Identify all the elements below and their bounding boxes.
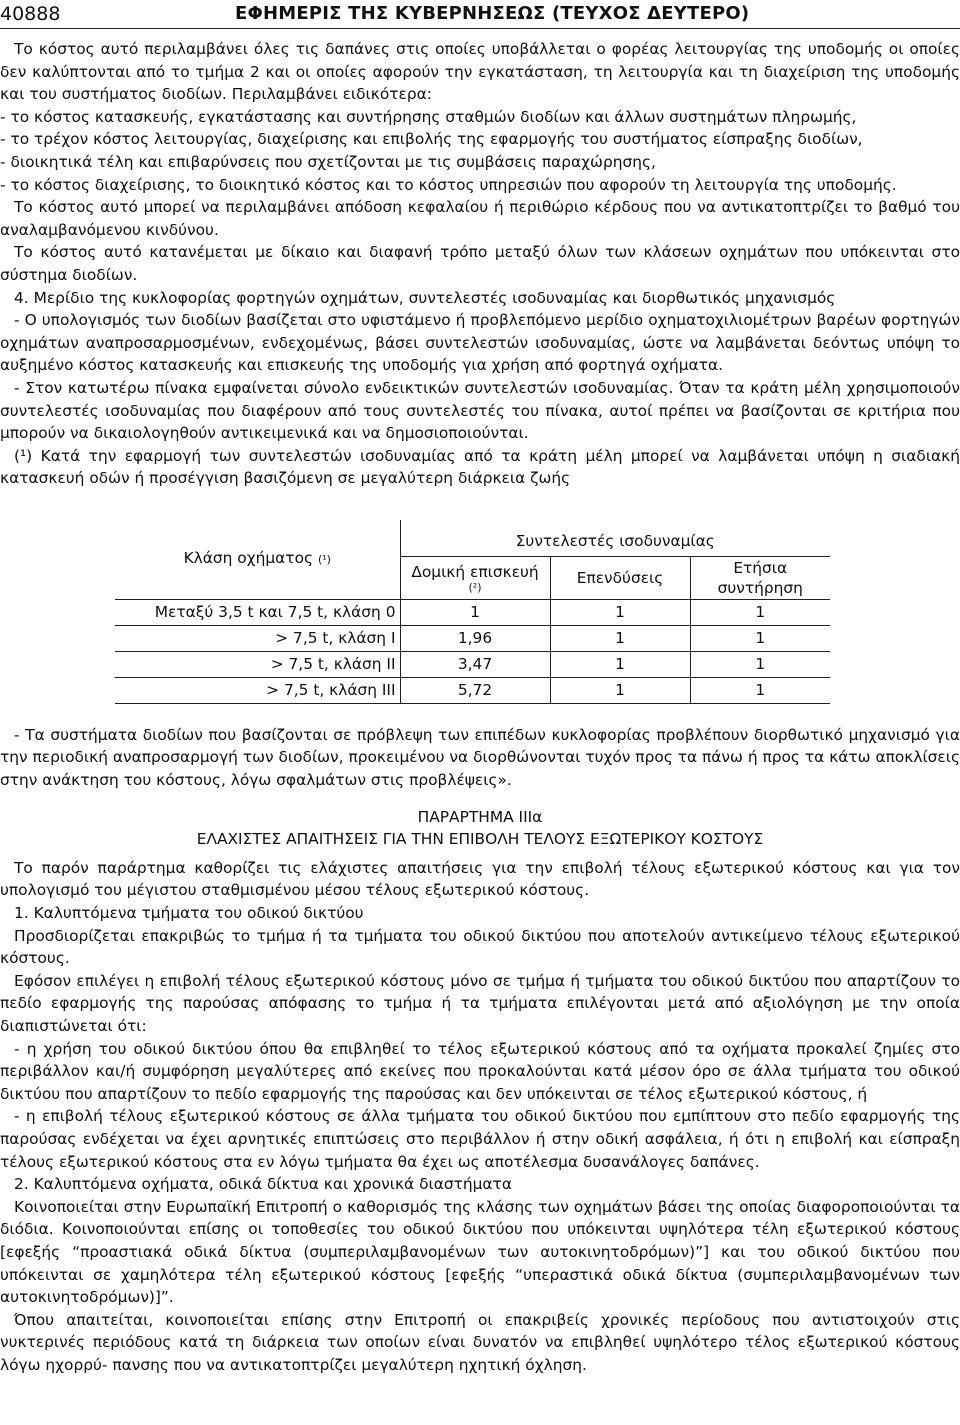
table-row: > 7,5 t, κλάση II 3,47 1 1: [115, 651, 830, 677]
page-number: 40888: [0, 3, 61, 25]
document-body: [0, 38, 960, 1377]
annex-title: [0, 806, 960, 851]
paragraph: Εφόσον επιλέγει η επιβολή τέλους εξωτερικού κόστους μόνο σε τμήμα ή τμήματα του οδικού δικτύου που απαρτίζουν το πεδίο εφαρμογής της παρούσας απόφασης το τμήμα ή τα τμήματα επιλέγονται μετά από αξιολόγηση με την οποία διαπιστώνεται ότι:: [0, 971, 960, 1035]
page-header: [0, 2, 960, 29]
table-row: > 7,5 t, κλάση I 1,96 1 1: [115, 625, 830, 651]
equivalence-table: [115, 520, 830, 704]
paragraph: - Ο υπολογισμός των διοδίων βασίζεται στο υφιστάμενο ή προβλεπόμενο μερίδιο οχηματοχιλιομέτρων βαρέων φορτηγών οχημάτων αναπροσαρμοσμένων, ενδεχομένως, βάσει συντελεστών ισοδυναμίας, ώστε να λαμβάνεται δεόντως υπόψη το αυξημένο κόστος κατασκευής και επισκευής της υποδομής για χρήση από φορτηγά οχήματα.: [0, 311, 960, 375]
journal-title: ΕΦΗΜΕΡΙΣ ΤΗΣ ΚΥΒΕΡΝΗΣΕΩΣ (ΤΕΥΧΟΣ ΔΕΥΤΕΡΟ): [235, 3, 750, 24]
dash-item: - η επιβολή τέλους εξωτερικού κόστους σε άλλα τμήματα του οδικού δικτύου που εμπίπτουν στο πεδίο εφαρμογής της παρούσας ενδέχεται να έχει αρνητικές επιπτώσεις στο περιβάλλον ή στην οδική ασφάλεια, ή ότι η επιβολή και είσπραξη τέλους εξωτερικού κόστους στα εν λόγω τμήματα θα έχει ως αποτέλεσμα δυσανάλογες δαπάνες.: [0, 1107, 960, 1171]
dash-item: - διοικητικά τέλη και επιβαρύνσεις που σχετίζονται με τις συμβάσεις παραχώρησης,: [0, 152, 656, 171]
dash-item: - η χρήση του οδικού δικτύου όπου θα επιβληθεί το τέλος εξωτερικού κόστους από τα οχήματα προκαλεί ζημίες στο περιβάλλον και/ή συμφόρηση μεγαλύτερες από εκείνες που προκαλούνται κατά μέσον όρο σε άλλα τμήματα του οδικού δικτύου που απαρτίζουν το πεδίο εφαρμογής της παρούσας και δεν υπόκεινται σε τέλος εξωτερικού κόστους, ή: [0, 1039, 960, 1103]
paragraph: Το κόστος αυτό περιλαμβάνει όλες τις δαπάνες στις οποίες υποβάλλεται ο φορέας λειτουργίας της υποδομής οι οποίες δεν καλύπτονται από το τμήμα 2 και οι οποίες αφορούν την εγκατάσταση, τη λειτουργία και τη διαχείριση της υποδομής και του συστήματος διοδίων. Περιλαμβάνει ειδικότερα:: [0, 40, 960, 104]
paragraph: Όπου απαιτείται, κοινοποιείται επίσης στην Επιτροπή οι επακριβείς χρονικές περίοδους που αντιστοιχούν στις νυκτερινές περιόδους κατά τη διάρκεια των οποίων είναι δυνατόν να επιβληθεί υψηλότερο τέλος εξωτερικού κόστους λόγω ηχορρύ- πανσης που να αντικατοπτρίζει μεγαλύτερη ηχητική όχληση.: [0, 1310, 960, 1374]
section-heading: 4. Μερίδιο της κυκλοφορίας φορτηγών οχημάτων, συντελεστές ισοδυναμίας και διορθωτικός μηχανισμός: [14, 288, 836, 307]
dash-item: - το τρέχον κόστος λειτουργίας, διαχείρισης και επιβολής της εφαρμογής του συστήματος είσπραξης διοδίων,: [0, 130, 863, 149]
paragraph: Προσδιορίζεται επακριβώς το τμήμα ή τα τμήματα του οδικού δικτύου που αποτελούν αντικείμενο τέλους εξωτερικού κόστους.: [0, 926, 960, 968]
paragraph: - Στον κατωτέρω πίνακα εμφαίνεται σύνολο ενδεικτικών συντελεστών ισοδυναμίας. Όταν τα κράτη μέλη χρησιμοποιούν συντελεστές ισοδυναμίας που διαφέρουν από τους συντελεστές του πίνακα, αυτοί πρέπει να βασίζονται σε κριτήρια που μπορούν να δικαιολογηθούν αντικειμενικά και να δημοσιοποιούνται.: [0, 378, 960, 443]
table-header-class: Κλάση οχήματος (¹): [115, 520, 400, 600]
equivalence-table-wrap: [115, 520, 830, 704]
table-header-group: Συντελεστές ισοδυναμίας: [400, 520, 830, 557]
footnote-mark: (¹): [14, 446, 33, 465]
dash-item: - το κόστος κατασκευής, εγκατάστασης και συντήρησης σταθμών διοδίων και άλλων συστημάτων πληρωμής,: [0, 107, 857, 126]
annex-number: ΠΑΡΑΡΤΗΜΑ IIIα: [417, 807, 543, 826]
paragraph: Κοινοποιείται στην Ευρωπαϊκή Επιτροπή ο καθορισμός της κλάσης των οχημάτων βάσει της οποίας διαφοροποιούνται τα διόδια. Κοινοποιούνται επίσης οι τοποθεσίες του οδικού δικτύου που υπόκεινται υψηλότερα τέλη εξωτερικού κόστους [εφεξής “προαστιακά οδικά δίκτυα (συμπεριλαμβανομένων των αυτοκινητοδρόμων)”] και του οδικού δικτύου που υπόκεινται σε χαμηλότερα τέλη εξωτερικού κόστους [εφεξής “υπεραστικά οδικά δίκτυα (συμπεριλαμβανομένων των αυτοκινητοδρόμων)]”.: [0, 1197, 960, 1307]
table-row: Μεταξύ 3,5 t και 7,5 t, κλάση 0 1 1 1: [115, 599, 830, 625]
footnote-text: Κατά την εφαρμογή των συντελεστών ισοδυναμίας από τα κράτη μέλη μπορεί να λαμβάνεται υπόψη η σιαδιακή κατασκευή οδών ή προσέγγιση βασιζόμενη σε μεγαλύτερη διάρκεια ζωής: [0, 446, 960, 488]
dash-item: - το κόστος διαχείρισης, το διοικητικό κόστος και το κόστος υπηρεσιών που αφορούν τη λειτουργία της υποδομής.: [0, 175, 897, 194]
table-row: > 7,5 t, κλάση III 5,72 1 1: [115, 677, 830, 703]
paragraph: - Τα συστήματα διοδίων που βασίζονται σε πρόβλεψη των επιπέδων κυκλοφορίας προβλέπουν διορθωτικό μηχανισμό για την περιοδική αναπροσαρμογή των διοδίων, προκειμένου να διορθώνονται τυχόν προς τα πάνω ή προς τα κάτω αποκλίσεις στην ανάκτηση του κόστους, λόγω σφαλμάτων στις προβλέψεις».: [0, 725, 960, 790]
section-heading: 2. Καλυπτόμενα οχήματα, οδικά δίκτυα και χρονικά διαστήματα: [14, 1175, 512, 1194]
paragraph: Το παρόν παράρτημα καθορίζει τις ελάχιστες απαιτήσεις για την επιβολή τέλους εξωτερικού κόστους και για τον υπολογισμό του μέγιστου σταθμισμένου μέσου τέλους εξωτερικού κόστους.: [0, 858, 960, 900]
paragraph: Το κόστος αυτό μπορεί να περιλαμβάνει απόδοση κεφαλαίου ή περιθώριο κέρδους που να αντικατοπτρίζει το βαθμό του αναλαμβανόμενου κινδύνου.: [0, 198, 960, 239]
paragraph: Το κόστος αυτό κατανέμεται με δίκαιο και διαφανή τρόπο μεταξύ όλων των κλάσεων οχημάτων που υπόκεινται στο σύστημα διοδίων.: [0, 243, 960, 284]
table-header-structural: Δομική επισκευή (²): [400, 556, 550, 599]
annex-heading: ΕΛΑΧΙΣΤΕΣ ΑΠΑΙΤΗΣΕΙΣ ΓΙΑ ΤΗΝ ΕΠΙΒΟΛΗ ΤΕΛΟΥΣ ΕΞΩΤΕΡΙΚΟΥ ΚΟΣΤΟΥΣ: [196, 830, 764, 849]
footnote-paragraph: [0, 445, 960, 490]
table-header-investment: Επενδύσεις: [550, 556, 690, 599]
table-header-maintenance: Ετήσια συντήρηση: [690, 556, 830, 599]
section-heading: 1. Καλυπτόμενα τμήματα του οδικού δικτύου: [14, 904, 364, 923]
